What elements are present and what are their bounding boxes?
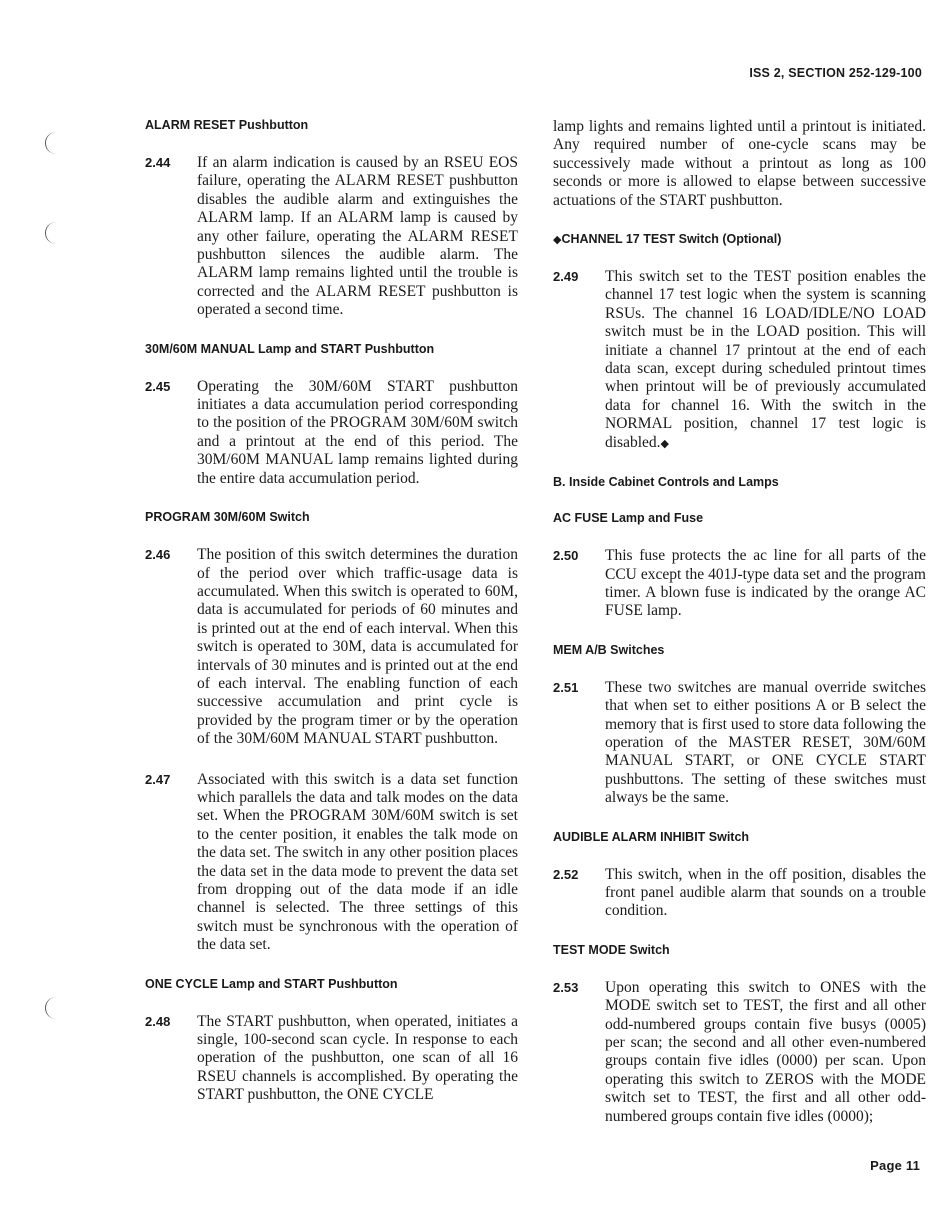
- paragraph-number: 2.45: [145, 378, 171, 394]
- paragraph-2-53: [553, 979, 926, 1126]
- page-header: ISS 2, SECTION 252-129-100: [749, 66, 922, 80]
- left-column: [145, 118, 518, 1105]
- section-heading: TEST MODE Switch: [553, 942, 670, 957]
- paragraph-2-48: [145, 1013, 518, 1105]
- paragraph-number: 2.52: [553, 866, 579, 882]
- paragraph-2-51: [553, 679, 926, 808]
- paragraph-text: This switch, when in the off position, disables the front panel audible alarm that sounds on a trouble condition.: [605, 865, 926, 920]
- section-heading: B. Inside Cabinet Controls and Lamps: [553, 475, 779, 490]
- paragraph-2-48-continued: lamp lights and remains lighted until a printout is initiated. Any required number of one-cycle scans may be successively made without a printout as long as 100 seconds or more is allowed to elapse between successive actuations of the START pushbutton.: [553, 118, 926, 209]
- paragraph-text: This fuse protects the ac line for all parts of the CCU except the 401J-type data set and the program timer. A blown fuse is indicated by the orange AC FUSE lamp.: [605, 547, 926, 620]
- paragraph-number: 2.50: [553, 548, 579, 564]
- paragraph-text: These two switches are manual override switches that when set to either positions A or B select the memory that is first used to store data following the operation of the MASTER RESET, 30M/60M MANUAL START, or ONE CYCLE START pushbuttons. The setting of these switches must always be the same.: [605, 678, 926, 807]
- section-heading: ONE CYCLE Lamp and START Pushbutton: [145, 976, 398, 991]
- section-heading: 30M/60M MANUAL Lamp and START Pushbutton: [145, 341, 435, 356]
- paragraph-number: 2.47: [145, 771, 171, 787]
- change-marker-icon: ◆: [660, 437, 669, 450]
- paragraph-2-52: [553, 866, 926, 921]
- paragraph-2-46: [145, 546, 518, 748]
- section-heading: PROGRAM 30M/60M Switch: [145, 510, 310, 525]
- paragraph-number: 2.53: [553, 979, 579, 995]
- paragraph-2-47: [145, 771, 518, 955]
- paragraph-2-44: [145, 154, 518, 320]
- paragraph-2-45: [145, 378, 518, 488]
- binder-hole-mark: [45, 222, 60, 244]
- change-marker-icon: ◆: [553, 234, 562, 247]
- section-heading: MEM A/B Switches: [553, 642, 665, 657]
- paragraph-number: 2.46: [145, 547, 171, 563]
- paragraph-2-49: [553, 268, 926, 453]
- right-column: [553, 118, 926, 1126]
- paragraph-text: Associated with this switch is a data set function which parallels the data and talk modes on the data set. When the PROGRAM 30M/60M switch is set to the center position, it enables the talk mode on the data set. The switch in any other position places the data set in the data mode to prevent the data set from dropping out of the data mode if an idle channel is selected. The three settings of this switch must be synchronous with the operation of the data set.: [197, 770, 518, 954]
- section-heading: [553, 232, 926, 246]
- section-heading: AC FUSE Lamp and Fuse: [553, 511, 704, 526]
- binder-hole-mark: [45, 997, 60, 1019]
- paragraph-number: 2.48: [145, 1013, 171, 1029]
- paragraph-number: 2.44: [145, 155, 171, 170]
- paragraph-text: The position of this switch determines the duration of the period over which traffic-usage data is accumulated. When this switch is operated to 60M, data is accumulated for periods of 60 minutes and is printed out at the end of each interval. When this switch is operated to 30M, data is accumulated for intervals of 30 minutes and is printed out at the end of each interval. The enabling function of each successive accumulation and print cycle is provided by the program timer or by the operation of the 30M/60M MANUAL START pushbutton.: [197, 546, 518, 748]
- paragraph-text: Upon operating this switch to ONES with the MODE switch set to TEST, the first and all other odd-numbered groups contain five busys (0005) per scan; the second and all other even-numbered groups contain five idles (0000) per scan. Upon operating this switch to ZEROS with the MODE switch set to TEST, the first and all other odd-numbered groups contain five idles (0000);: [605, 978, 926, 1125]
- paragraph-text: If an alarm indication is caused by an RSEU EOS failure, operating the ALARM RESET pushbutton disables the audible alarm and extinguishes the ALARM lamp. If an ALARM lamp is caused by any other failure, operating the ALARM RESET pushbutton silences the audible alarm. The ALARM lamp remains lighted until the trouble is corrected and the ALARM RESET pushbutton is operated a second time.: [197, 154, 518, 319]
- page-number: Page 11: [870, 1158, 920, 1173]
- paragraph-2-50: [553, 547, 926, 621]
- paragraph-text: The START pushbutton, when operated, initiates a single, 100-second scan cycle. In response to each operation of the pushbutton, one scan of all 16 RSEU channels is accomplished. By operating the START pushbutton, the ONE CYCLE: [197, 1012, 518, 1104]
- section-heading: AUDIBLE ALARM INHIBIT Switch: [553, 829, 750, 844]
- paragraph-text: Operating the 30M/60M START pushbutton initiates a data accumulation period corresponding to the position of the PROGRAM 30M/60M switch and a printout at the end of this period. The 30M/60M MANUAL lamp remains lighted during the entire data accumulation period.: [197, 377, 518, 487]
- paragraph-number: 2.51: [553, 679, 579, 695]
- paragraph-text: This switch set to the TEST position enables the channel 17 test logic when the system is scanning RSUs. The channel 16 LOAD/IDLE/NO LOAD switch must be in the LOAD position. This will initiate a channel 17 printout at the end of each data scan, except during scheduled printout times when printout will be of previously accumulated data for channel 16. With the switch in the NORMAL position, channel 17 test logic is disabled.: [605, 268, 926, 451]
- section-heading: ALARM RESET Pushbutton: [145, 118, 309, 132]
- section-heading-text: CHANNEL 17 TEST Switch (Optional): [561, 232, 782, 247]
- paragraph-number: 2.49: [553, 269, 579, 285]
- binder-hole-mark: [45, 132, 60, 154]
